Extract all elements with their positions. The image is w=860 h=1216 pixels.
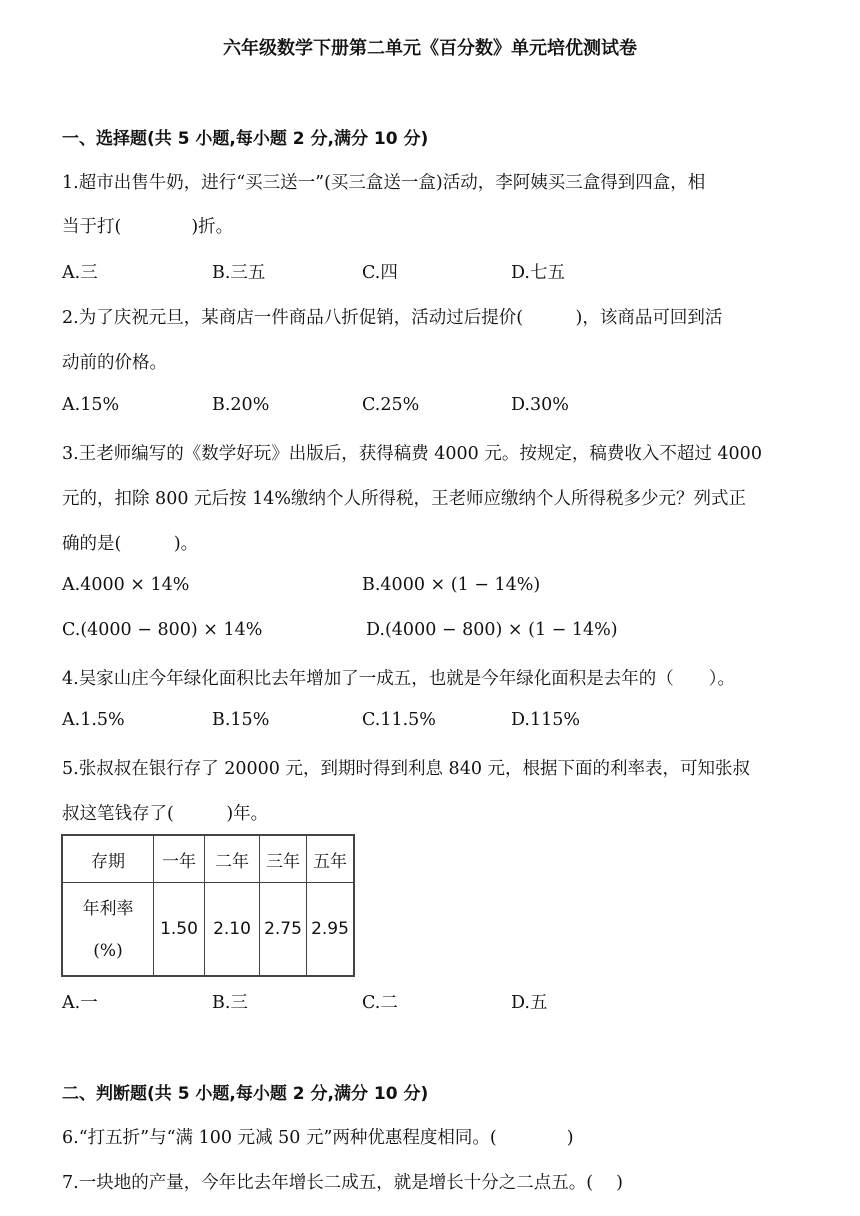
- q5-text-line2: 叔这笔钱存了( )年。: [62, 804, 269, 824]
- table-cell-five-year: 五年: [307, 835, 355, 883]
- q5-option-d: D.五: [511, 993, 548, 1013]
- table-cell-three-year: 三年: [260, 835, 307, 883]
- q5-text-line1: 5.张叔叔在银行存了 20000 元，到期时得到利息 840 元，根据下面的利率表，可知张叔: [62, 759, 751, 779]
- q1-option-c: C.四: [362, 263, 398, 283]
- q4-text-line1: 4.吴家山庄今年绿化面积比去年增加了一成五，也就是今年绿化面积是去年的（ ）。: [62, 669, 735, 689]
- q1-text-line2: 当于打( )折。: [62, 217, 234, 237]
- section-heading-judgement: 二、判断题(共 5 小题,每小题 2 分,满分 10 分): [62, 1084, 429, 1104]
- q2-text-line1: 2.为了庆祝元旦，某商店一件商品八折促销，活动过后提价( )，该商品可回到活: [62, 308, 723, 328]
- q7-text: 7.一块地的产量，今年比去年增长二成五，就是增长十分之二点五。( ): [62, 1173, 623, 1193]
- table-cell-one-year: 一年: [154, 835, 205, 883]
- q3-text-line2: 元的，扣除 800 元后按 14%缴纳个人所得税，王老师应缴纳个人所得税多少元？列式正: [62, 489, 746, 509]
- section-heading-choice: 一、选择题(共 5 小题,每小题 2 分,满分 10 分): [62, 129, 429, 149]
- q2-option-c: C.25%: [362, 395, 420, 415]
- q2-option-d: D.30%: [511, 395, 569, 415]
- rate-label-line1: 年利率: [82, 899, 134, 919]
- q3-option-c: C.(4000 − 800) × 14%: [62, 620, 263, 640]
- q4-option-b: B.15%: [212, 710, 270, 730]
- q6-text: 6.“打五折”与“满 100 元减 50 元”两种优惠程度相同。( ): [62, 1128, 574, 1148]
- table-cell-two-year: 二年: [205, 835, 260, 883]
- q3-option-b: B.4000 × (1 − 14%): [362, 575, 541, 595]
- table-row: [62, 883, 354, 977]
- q5-option-b: B.三: [212, 993, 248, 1013]
- q3-text-line1: 3.王老师编写的《数学好玩》出版后，获得稿费 4000 元。按规定，稿费收入不超过 4000: [62, 444, 762, 464]
- table-header-row: [62, 835, 354, 883]
- q3-option-a: A.4000 × 14%: [62, 575, 190, 595]
- table-cell-rate-label: [62, 883, 154, 977]
- q5-option-a: A.一: [62, 993, 98, 1013]
- q1-text-line1: 1.超市出售牛奶，进行“买三送一”(买三盒送一盒)活动，李阿姨买三盒得到四盒，相: [62, 173, 706, 193]
- table-cell-rate-two-year: 2.10: [205, 883, 260, 977]
- q1-option-d: D.七五: [511, 263, 565, 283]
- q4-option-d: D.115%: [511, 710, 581, 730]
- q3-text-line3: 确的是( )。: [62, 534, 199, 554]
- q5-option-c: C.二: [362, 993, 398, 1013]
- q4-option-a: A.1.5%: [62, 710, 125, 730]
- rate-label-line2: (%): [93, 941, 123, 961]
- table-cell-rate-five-year: 2.95: [307, 883, 355, 977]
- q1-option-b: B.三五: [212, 263, 266, 283]
- q3-option-d: D.(4000 − 800) × (1 − 14%): [366, 620, 618, 640]
- table-cell-rate-three-year: 2.75: [260, 883, 307, 977]
- q2-option-a: A.15%: [62, 395, 120, 415]
- q2-option-b: B.20%: [212, 395, 270, 415]
- interest-rate-table: [61, 834, 355, 977]
- q4-option-c: C.11.5%: [362, 710, 436, 730]
- table-cell-rate-one-year: 1.50: [154, 883, 205, 977]
- page-title: 六年级数学下册第二单元《百分数》单元培优测试卷: [223, 38, 637, 59]
- table-cell-term-label: 存期: [62, 835, 154, 883]
- q2-text-line2: 动前的价格。: [62, 353, 167, 373]
- q1-option-a: A.三: [62, 263, 98, 283]
